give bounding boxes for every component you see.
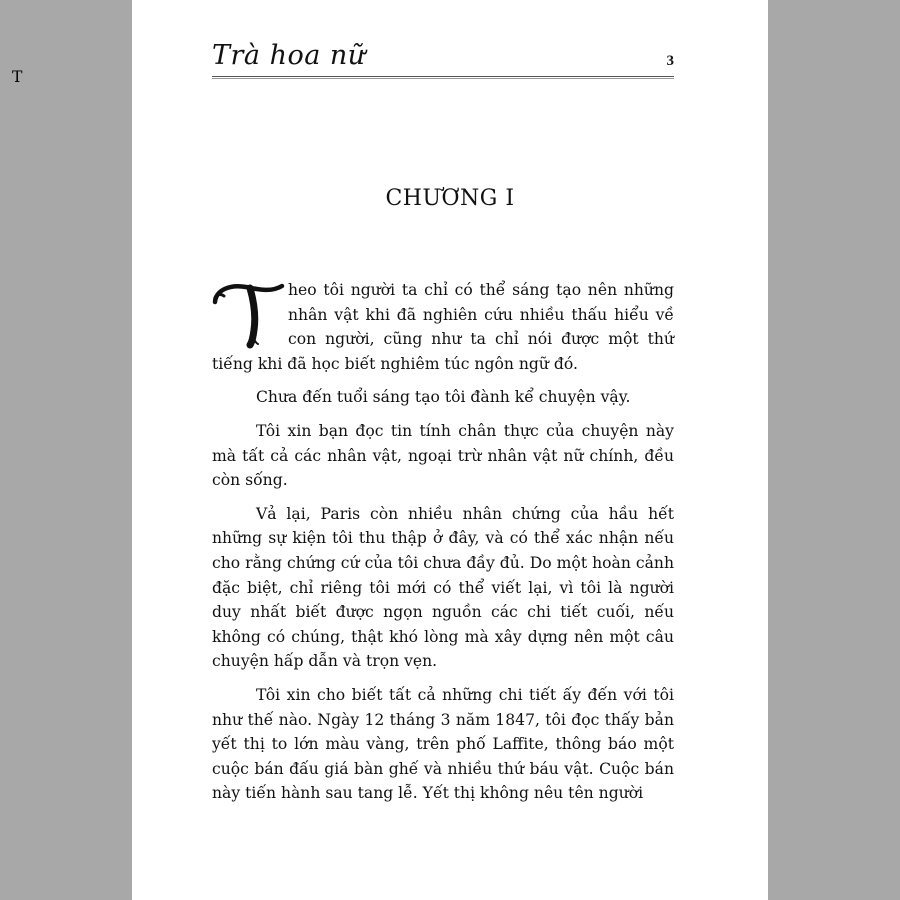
page-number: 3: [666, 53, 674, 69]
drop-cap-letter-t: [12, 68, 284, 348]
paragraph-4: Vả lại, Paris còn nhiều nhân chứng của hầu hết những sự kiện tôi thu thập ở đây, và có thể xác nhận nếu cho rằng chứng cứ của tôi chưa đầy đủ. Do một hoàn cảnh đặc biệt, chỉ riêng tôi mới có thể viết lại, vì tôi là người duy nhất biết được ngọn nguồn các chi tiết cuối, nếu không có chúng, thật khó lòng mà xây dựng nên một câu chuyện hấp dẫn và trọn vẹn.: [212, 504, 674, 671]
paragraph-2: Chưa đến tuổi sáng tạo tôi đành kể chuyện vậy.: [256, 388, 631, 407]
chapter-title: CHƯƠNG I: [385, 186, 515, 211]
paragraph-3: Tôi xin bạn đọc tin tính chân thực của chuyện này mà tất cả các nhân vật, ngoại trừ nhân vật nữ chính, đều còn sống.: [212, 421, 674, 490]
header-rule: [212, 76, 674, 79]
paragraph-1: heo tôi người ta chỉ có thể sáng tạo nên những nhân vật khi đã nghiên cứu nhiều thấu hiểu về con người, cũng như ta chỉ nói được một thứ tiếng khi đã học biết nghiêm túc ngôn ngữ đó.: [212, 281, 674, 373]
book-page: [12, 0, 768, 900]
book-title: Trà hoa nữ: [212, 40, 366, 71]
running-header: [212, 40, 674, 76]
drop-cap-text: T: [12, 68, 23, 86]
paragraph-5: Tôi xin cho biết tất cả những chi tiết ấy đến với tôi như thế nào. Ngày 12 tháng 3 năm 1847, tôi đọc thấy bản yết thị to lớn màu vàng, trên phố Laffite, thông báo một cuộc bán đấu giá bàn ghế và nhiều thứ báu vật. Cuộc bán này tiến hành sau tang lễ. Yết thị không nêu tên người: [212, 685, 674, 803]
